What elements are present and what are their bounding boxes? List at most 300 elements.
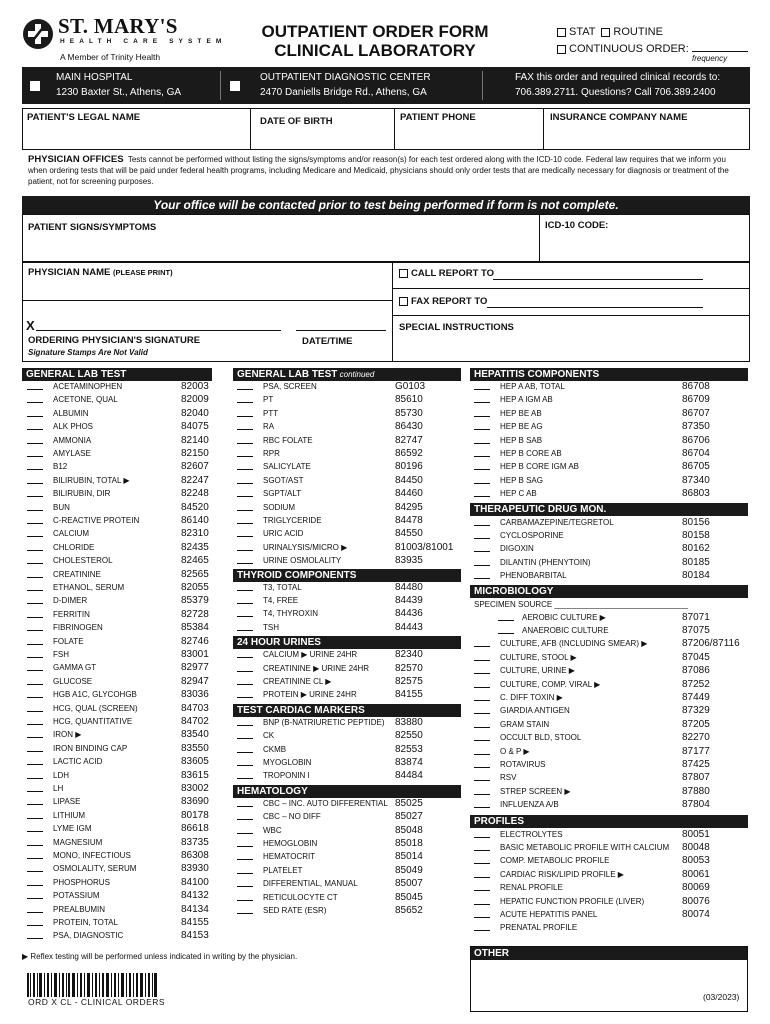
test-checkbox-line[interactable] — [237, 725, 253, 726]
test-row[interactable] — [237, 877, 455, 890]
test-name: PRENATAL PROFILE — [500, 923, 578, 933]
test-row[interactable] — [474, 407, 742, 420]
test-checkbox-line[interactable] — [27, 496, 43, 497]
test-row[interactable] — [474, 828, 742, 841]
test-row[interactable] — [237, 447, 455, 460]
reflex-note: ▶ Reflex testing will be performed unless indicated in writing by the physician. — [22, 952, 298, 961]
test-checkbox-line[interactable] — [237, 846, 253, 847]
test-row[interactable] — [27, 393, 241, 406]
test-code: 83935 — [395, 555, 423, 567]
test-checkbox-line[interactable] — [474, 443, 490, 444]
test-checkbox-line[interactable] — [474, 877, 490, 878]
test-row[interactable] — [27, 809, 241, 822]
test-row[interactable] — [27, 501, 241, 514]
test-code: 84153 — [181, 930, 209, 942]
call-report-label: CALL REPORT TO — [399, 268, 494, 279]
test-checkbox-line[interactable] — [27, 898, 43, 899]
signature-line[interactable] — [36, 330, 281, 331]
test-checkbox-line[interactable] — [237, 563, 253, 564]
contact-warning-bar: Your office will be contacted prior to test being performed if form is not complete. — [22, 196, 750, 214]
test-checkbox-line[interactable] — [237, 510, 253, 511]
test-row[interactable] — [237, 743, 455, 756]
test-checkbox-line[interactable] — [474, 525, 490, 526]
test-row[interactable] — [27, 929, 241, 942]
test-checkbox-line[interactable] — [237, 859, 253, 860]
test-checkbox-line[interactable] — [474, 754, 490, 755]
test-checkbox-line[interactable] — [27, 912, 43, 913]
test-row[interactable] — [474, 487, 742, 500]
test-checkbox-line[interactable] — [27, 617, 43, 618]
test-row[interactable] — [474, 895, 742, 908]
test-row[interactable] — [474, 393, 742, 406]
test-checkbox-line[interactable] — [237, 536, 253, 537]
test-row[interactable] — [237, 675, 455, 688]
test-checkbox-line[interactable] — [237, 657, 253, 658]
test-checkbox-line[interactable] — [27, 764, 43, 765]
test-name: SODIUM — [263, 502, 295, 512]
test-name: STREP SCREEN ▶ — [500, 786, 571, 796]
test-checkbox-line[interactable] — [27, 885, 43, 886]
test-code: 87340 — [682, 474, 710, 486]
test-row[interactable] — [27, 581, 241, 594]
test-checkbox-line[interactable] — [27, 925, 43, 926]
test-row[interactable] — [27, 876, 241, 889]
test-checkbox-line[interactable] — [27, 389, 43, 390]
test-checkbox-line[interactable] — [474, 837, 490, 838]
test-code: 85018 — [395, 838, 423, 849]
test-checkbox-line[interactable] — [237, 590, 253, 591]
test-checkbox-line[interactable] — [27, 536, 43, 537]
test-row[interactable] — [474, 841, 742, 854]
test-row[interactable] — [237, 380, 455, 393]
test-row[interactable] — [237, 729, 455, 742]
test-checkbox-line[interactable] — [27, 443, 43, 444]
test-checkbox-line[interactable] — [474, 727, 490, 728]
test-row[interactable] — [237, 716, 455, 729]
test-row[interactable] — [237, 662, 455, 675]
test-checkbox-line[interactable] — [237, 819, 253, 820]
test-checkbox-line[interactable] — [474, 807, 490, 808]
test-checkbox-line[interactable] — [474, 429, 490, 430]
test-code: 82550 — [395, 730, 423, 742]
test-row[interactable] — [27, 514, 241, 527]
test-row[interactable] — [474, 745, 742, 758]
test-checkbox-line[interactable] — [27, 510, 43, 511]
test-row[interactable] — [27, 755, 241, 768]
main-hospital-checkbox[interactable] — [30, 81, 40, 91]
test-row[interactable] — [237, 769, 455, 782]
test-checkbox-line[interactable] — [474, 930, 490, 931]
test-checkbox-line[interactable] — [27, 416, 43, 417]
test-code: 83690 — [181, 796, 209, 808]
form-title: OUTPATIENT ORDER FORM CLINICAL LABORATORY — [261, 22, 489, 60]
test-row[interactable] — [237, 797, 455, 810]
test-row[interactable] — [474, 569, 742, 582]
test-checkbox-line[interactable] — [237, 913, 253, 914]
test-row[interactable] — [27, 715, 241, 728]
test-checkbox-line[interactable] — [27, 402, 43, 403]
test-code: 84450 — [395, 474, 423, 486]
test-checkbox-line[interactable] — [27, 469, 43, 470]
routine-checkbox[interactable] — [601, 28, 610, 37]
test-row[interactable] — [27, 742, 241, 755]
test-row[interactable] — [237, 594, 455, 607]
test-row[interactable] — [474, 908, 742, 921]
test-checkbox-line[interactable] — [27, 791, 43, 792]
test-row[interactable] — [27, 916, 241, 929]
test-name: LACTIC ACID — [53, 757, 103, 767]
test-checkbox-line[interactable] — [237, 738, 253, 739]
test-checkbox-line[interactable] — [27, 845, 43, 846]
test-row[interactable] — [27, 420, 241, 433]
test-row[interactable] — [237, 688, 455, 701]
test-row[interactable] — [237, 487, 455, 500]
test-row[interactable] — [237, 407, 455, 420]
test-row[interactable] — [237, 527, 455, 540]
test-row[interactable] — [237, 837, 455, 850]
test-row[interactable] — [474, 542, 742, 555]
stat-checkbox[interactable] — [557, 28, 566, 37]
test-row[interactable] — [474, 785, 742, 798]
test-checkbox-line[interactable] — [474, 483, 490, 484]
test-checkbox-line[interactable] — [27, 644, 43, 645]
test-checkbox-line[interactable] — [27, 590, 43, 591]
fax-report-label: FAX REPORT TO — [399, 296, 487, 307]
test-code: 87449 — [682, 692, 710, 703]
test-row[interactable] — [474, 474, 742, 487]
test-checkbox-line[interactable] — [474, 469, 490, 470]
test-checkbox-line[interactable] — [27, 550, 43, 551]
test-code: 82340 — [395, 649, 423, 661]
test-checkbox-line[interactable] — [237, 550, 253, 551]
test-row[interactable] — [27, 554, 241, 567]
test-checkbox-line[interactable] — [27, 871, 43, 872]
test-row[interactable] — [27, 822, 241, 835]
test-checkbox-line[interactable] — [237, 429, 253, 430]
test-checkbox-line[interactable] — [27, 456, 43, 457]
test-checkbox-line[interactable] — [237, 469, 253, 470]
test-checkbox-line[interactable] — [27, 818, 43, 819]
test-row[interactable] — [237, 554, 455, 567]
test-checkbox-line[interactable] — [27, 670, 43, 671]
test-row[interactable] — [27, 795, 241, 808]
test-row[interactable] — [474, 771, 742, 784]
test-name: SALICYLATE — [263, 462, 311, 472]
test-code: 85049 — [395, 864, 423, 876]
test-row[interactable] — [237, 393, 455, 406]
test-row[interactable] — [27, 661, 241, 674]
test-row[interactable] — [27, 487, 241, 500]
test-row[interactable] — [27, 702, 241, 715]
test-row[interactable] — [237, 648, 455, 661]
test-checkbox-line[interactable] — [237, 389, 253, 390]
test-row[interactable] — [474, 691, 742, 704]
test-checkbox-line[interactable] — [27, 804, 43, 805]
test-code: 84295 — [395, 501, 423, 513]
test-checkbox-line[interactable] — [474, 713, 490, 714]
test-checkbox-line[interactable] — [474, 890, 490, 891]
test-code: 84134 — [181, 903, 209, 915]
test-checkbox-line[interactable] — [498, 620, 514, 621]
test-code: 80048 — [682, 842, 710, 853]
test-name: HEP A IGM AB — [500, 395, 553, 405]
test-name: FERRITIN — [53, 609, 90, 619]
test-name: BILIRUBIN, TOTAL ▶ — [53, 475, 130, 485]
test-row[interactable] — [474, 758, 742, 771]
other-box[interactable] — [470, 946, 748, 1012]
test-row[interactable] — [474, 718, 742, 731]
test-code: 82465 — [181, 555, 209, 567]
test-code: 87177 — [682, 745, 710, 757]
fax-report-line[interactable] — [487, 307, 703, 308]
test-row[interactable] — [27, 889, 241, 902]
test-checkbox-line[interactable] — [474, 700, 490, 701]
test-checkbox-line[interactable] — [237, 456, 253, 457]
continuous-checkbox[interactable] — [557, 45, 566, 54]
test-checkbox-line[interactable] — [237, 416, 253, 417]
test-checkbox-line[interactable] — [27, 657, 43, 658]
test-checkbox-line[interactable] — [237, 697, 253, 698]
test-code: 80156 — [682, 516, 710, 528]
test-row[interactable] — [237, 420, 455, 433]
test-checkbox-line[interactable] — [237, 684, 253, 685]
test-checkbox-line[interactable] — [237, 523, 253, 524]
test-row[interactable] — [27, 688, 241, 701]
test-row[interactable] — [237, 541, 455, 554]
test-checkbox-line[interactable] — [474, 850, 490, 851]
test-checkbox-line[interactable] — [237, 443, 253, 444]
test-name: HGB A1C, GLYCOHGB — [53, 690, 137, 700]
test-checkbox-line[interactable] — [237, 873, 253, 874]
test-row[interactable] — [474, 611, 742, 624]
test-name: TROPONIN I — [263, 771, 310, 781]
test-checkbox-line[interactable] — [474, 389, 490, 390]
test-row[interactable] — [474, 731, 742, 744]
test-checkbox-line[interactable] — [237, 806, 253, 807]
test-row[interactable] — [27, 782, 241, 795]
test-row[interactable] — [474, 868, 742, 881]
test-checkbox-line[interactable] — [474, 917, 490, 918]
test-row[interactable] — [237, 460, 455, 473]
test-row[interactable] — [237, 434, 455, 447]
test-checkbox-line[interactable] — [474, 538, 490, 539]
test-checkbox-line[interactable] — [237, 496, 253, 497]
test-checkbox-line[interactable] — [27, 778, 43, 779]
test-checkbox-line[interactable] — [27, 938, 43, 939]
test-checkbox-line[interactable] — [27, 684, 43, 685]
test-name: ANAEROBIC CULTURE — [522, 626, 609, 635]
test-row[interactable] — [237, 501, 455, 514]
test-row[interactable] — [474, 921, 742, 934]
fax-instructions: FAX this order and required clinical records to: 706.389.2711. Questions? Call 706.389.2400 — [515, 72, 721, 98]
test-row[interactable] — [237, 756, 455, 769]
test-checkbox-line[interactable] — [27, 724, 43, 725]
test-checkbox-line[interactable] — [237, 603, 253, 604]
test-checkbox-line[interactable] — [474, 402, 490, 403]
test-row[interactable] — [27, 903, 241, 916]
call-report-checkbox[interactable] — [399, 269, 408, 278]
test-name: AMMONIA — [53, 435, 92, 445]
test-checkbox-line[interactable] — [474, 496, 490, 497]
datetime-label: DATE/TIME — [302, 336, 353, 347]
test-row[interactable] — [27, 594, 241, 607]
test-row[interactable] — [474, 637, 742, 650]
test-checkbox-line[interactable] — [474, 416, 490, 417]
test-checkbox-line[interactable] — [237, 778, 253, 779]
test-row[interactable] — [237, 810, 455, 823]
test-row[interactable] — [27, 675, 241, 688]
test-row[interactable] — [27, 836, 241, 849]
test-checkbox-line[interactable] — [27, 603, 43, 604]
test-row[interactable] — [237, 864, 455, 877]
test-checkbox-line[interactable] — [237, 616, 253, 617]
test-checkbox-line[interactable] — [474, 740, 490, 741]
test-checkbox-line[interactable] — [474, 565, 490, 566]
test-row[interactable] — [27, 474, 241, 487]
test-row[interactable] — [27, 849, 241, 862]
test-checkbox-line[interactable] — [27, 831, 43, 832]
test-row[interactable] — [474, 529, 742, 542]
test-row[interactable] — [474, 556, 742, 569]
test-row[interactable] — [27, 621, 241, 634]
test-row[interactable] — [27, 434, 241, 447]
test-checkbox-line[interactable] — [27, 711, 43, 712]
test-checkbox-line[interactable] — [474, 646, 490, 647]
test-row[interactable] — [474, 798, 742, 811]
test-checkbox-line[interactable] — [27, 737, 43, 738]
test-row[interactable] — [27, 447, 241, 460]
test-checkbox-line[interactable] — [27, 697, 43, 698]
test-checkbox-line[interactable] — [474, 794, 490, 795]
main-hospital: MAIN HOSPITAL 1230 Baxter St., Athens, GA — [56, 72, 182, 98]
test-checkbox-line[interactable] — [474, 660, 490, 661]
test-code: 86708 — [682, 381, 710, 392]
test-row[interactable] — [474, 854, 742, 867]
test-row[interactable] — [474, 704, 742, 717]
test-row[interactable] — [27, 862, 241, 875]
test-checkbox-line[interactable] — [474, 863, 490, 864]
test-name: URINE OSMOLALITY — [263, 556, 342, 566]
test-checkbox-line[interactable] — [237, 671, 253, 672]
test-checkbox-line[interactable] — [474, 456, 490, 457]
outpatient-center-checkbox[interactable] — [230, 81, 240, 91]
test-row[interactable] — [27, 648, 241, 661]
frequency-field[interactable] — [692, 42, 748, 52]
test-row[interactable] — [474, 460, 742, 473]
test-checkbox-line[interactable] — [27, 429, 43, 430]
test-row[interactable] — [237, 581, 455, 594]
test-row[interactable] — [474, 516, 742, 529]
test-code: 80185 — [682, 556, 710, 568]
test-row[interactable] — [474, 651, 742, 664]
test-checkbox-line[interactable] — [474, 904, 490, 905]
test-checkbox-line[interactable] — [474, 767, 490, 768]
test-checkbox-line[interactable] — [474, 780, 490, 781]
test-code: 84155 — [395, 689, 423, 701]
test-checkbox-line[interactable] — [237, 752, 253, 753]
test-row[interactable] — [27, 635, 241, 648]
test-row[interactable] — [237, 850, 455, 863]
fax-report-checkbox[interactable] — [399, 297, 408, 306]
org-member: A Member of Trinity Health — [60, 52, 161, 62]
test-code: 85025 — [395, 797, 423, 809]
test-checkbox-line[interactable] — [474, 673, 490, 674]
test-code: 82575 — [395, 676, 423, 687]
test-checkbox-line[interactable] — [27, 483, 43, 484]
call-report-line[interactable] — [493, 279, 703, 280]
test-checkbox-line[interactable] — [237, 833, 253, 834]
test-row[interactable] — [474, 664, 742, 677]
test-checkbox-line[interactable] — [237, 765, 253, 766]
physician-offices-note: PHYSICIAN OFFICES Tests cannot be performed without listing the signs/symptoms and/or reason(s) for each test ordered along with the ICD-10 code. Federal law requires that we inform you when ordering tests that will be paid under federal health programs, including Medicare and Medicaid, physicians should only order tests that are medically necessary for diagnosis or treatment of the patient, not for screening purposes. — [28, 154, 729, 186]
test-checkbox-line[interactable] — [27, 630, 43, 631]
test-name: BILIRUBIN, DIR — [53, 489, 111, 499]
test-row[interactable] — [237, 474, 455, 487]
test-row[interactable] — [237, 891, 455, 904]
test-checkbox-line[interactable] — [474, 551, 490, 552]
test-row[interactable] — [237, 904, 455, 917]
test-row[interactable] — [27, 460, 241, 473]
test-row[interactable] — [474, 380, 742, 393]
test-row[interactable] — [27, 407, 241, 420]
test-row[interactable] — [27, 568, 241, 581]
test-name: CARBAMAZEPINE/TEGRETOL — [500, 517, 614, 527]
test-checkbox-line[interactable] — [27, 577, 43, 578]
test-checkbox-line[interactable] — [498, 633, 514, 634]
test-row[interactable] — [27, 380, 241, 393]
test-checkbox-line[interactable] — [237, 402, 253, 403]
test-row[interactable] — [27, 728, 241, 741]
test-checkbox-line[interactable] — [474, 578, 490, 579]
test-name: HEP B CORE IGM AB — [500, 462, 579, 472]
specimen-source[interactable]: SPECIMEN SOURCE ______________________________ — [474, 599, 688, 609]
test-row[interactable] — [27, 541, 241, 554]
test-checkbox-line[interactable] — [27, 563, 43, 564]
test-row[interactable] — [474, 678, 742, 691]
test-checkbox-line[interactable] — [237, 886, 253, 887]
test-row[interactable] — [237, 607, 455, 620]
test-row[interactable] — [474, 434, 742, 447]
test-name: LITHIUM — [53, 810, 85, 820]
test-name: T4, THYROXIN — [263, 609, 318, 619]
test-name: LDH — [53, 770, 70, 780]
test-row[interactable] — [474, 881, 742, 894]
test-checkbox-line[interactable] — [27, 751, 43, 752]
test-name: CULTURE, AFB (INCLUDING SMEAR) ▶ — [500, 639, 648, 649]
test-name: CREATININE CL ▶ — [263, 677, 332, 686]
test-checkbox-line[interactable] — [237, 630, 253, 631]
datetime-line[interactable] — [296, 330, 386, 331]
special-instructions-label: SPECIAL INSTRUCTIONS — [399, 322, 514, 333]
insurance-label: INSURANCE COMPANY NAME — [550, 112, 688, 123]
test-row[interactable] — [27, 769, 241, 782]
signs-symptoms-label: PATIENT SIGNS/SYMPTOMS — [28, 222, 157, 233]
test-row[interactable] — [237, 621, 455, 634]
test-checkbox-line[interactable] — [27, 858, 43, 859]
test-checkbox-line[interactable] — [237, 483, 253, 484]
test-row[interactable] — [237, 824, 455, 837]
test-row[interactable] — [474, 447, 742, 460]
test-checkbox-line[interactable] — [237, 900, 253, 901]
test-row[interactable] — [237, 514, 455, 527]
test-row[interactable] — [474, 624, 742, 637]
test-code: 86618 — [181, 823, 209, 835]
test-checkbox-line[interactable] — [474, 687, 490, 688]
test-row[interactable] — [27, 608, 241, 621]
test-row[interactable] — [27, 527, 241, 540]
test-checkbox-line[interactable] — [27, 523, 43, 524]
test-row[interactable] — [474, 420, 742, 433]
